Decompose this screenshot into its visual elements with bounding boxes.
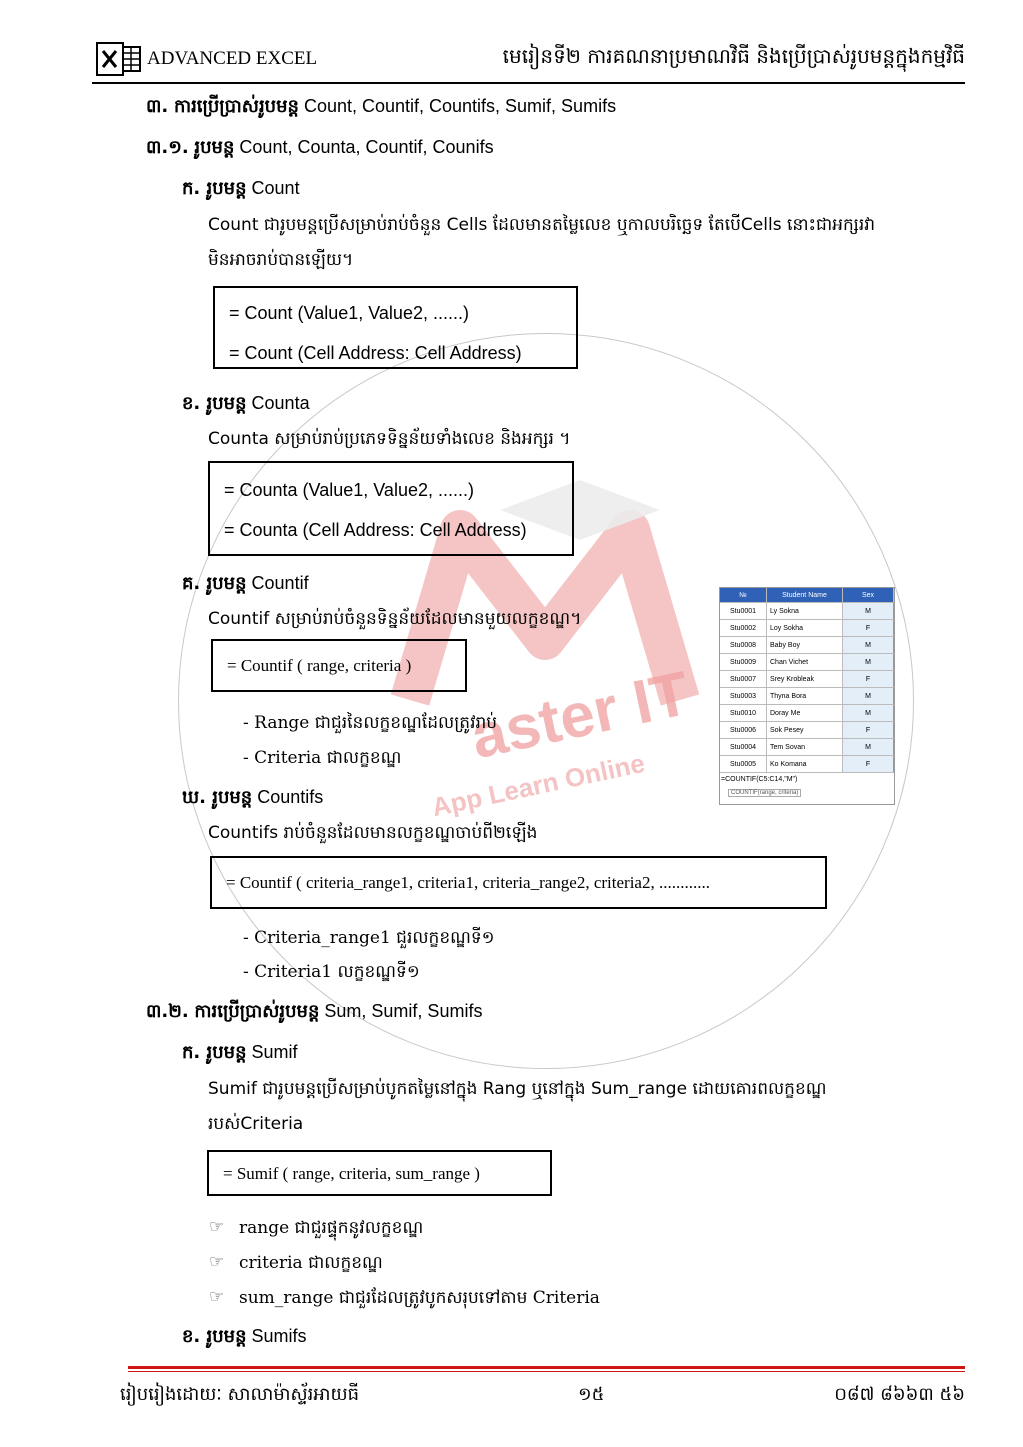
table-cell: Stu0010 bbox=[720, 705, 767, 722]
countif-formula-box bbox=[211, 639, 467, 692]
countif-heading bbox=[182, 571, 309, 598]
table-row bbox=[720, 620, 894, 637]
countifs-bullet-criteria: - Criteria1 លក្ខខណ្ឌទី១ bbox=[243, 962, 420, 982]
footer-phone: ០៨៧ ៨៦៦៣ ៥៦ bbox=[834, 1384, 965, 1405]
table-cell: Baby Boy bbox=[767, 637, 843, 654]
count-label: ក. រូបមន្ត bbox=[182, 178, 247, 199]
footer-author: រៀបរៀងដោយៈ សាលាម៉ាស្ទ័រអាយធី bbox=[120, 1384, 360, 1405]
table-cell: Stu0006 bbox=[720, 722, 767, 739]
table-row bbox=[720, 722, 894, 739]
sumif-bullet-criteria: criteria ជាលក្ខខណ្ឌ bbox=[239, 1253, 383, 1273]
hand-pointer-icon: ☞ bbox=[209, 1287, 225, 1307]
countifs-formula-box bbox=[210, 856, 827, 909]
table-cell: Sok Pesey bbox=[767, 722, 843, 739]
hand-pointer-icon: ☞ bbox=[209, 1217, 225, 1237]
countifs-bullet-range: - Criteria_range1 ជួរលក្ខខណ្ឌទី១ bbox=[243, 928, 495, 948]
table-cell: Stu0004 bbox=[720, 739, 767, 756]
table-row bbox=[720, 739, 894, 756]
countif-name: Countif bbox=[246, 573, 309, 593]
section-3-2-title-en: Sum, Sumif, Sumifs bbox=[319, 1001, 483, 1021]
counta-formula-1: = Counta (Value1, Value2, ......) bbox=[224, 480, 474, 500]
sumif-name: Sumif bbox=[246, 1042, 298, 1062]
table-cell: F bbox=[843, 722, 894, 739]
counta-heading bbox=[182, 391, 310, 418]
footer-divider-thin bbox=[128, 1371, 965, 1372]
table-cell: F bbox=[843, 620, 894, 637]
table-header: Student Name bbox=[767, 588, 843, 603]
countif-bullet-criteria: - Criteria ជាលក្ខខណ្ឌ bbox=[243, 748, 402, 768]
table-cell: F bbox=[843, 671, 894, 688]
counta-label: ខ. រូបមន្ត bbox=[182, 393, 247, 414]
sumif-desc-line2: របស់Criteria bbox=[208, 1114, 304, 1134]
section-3-number: ៣. bbox=[146, 96, 169, 117]
sumif-label: ក. រូបមន្ត bbox=[182, 1042, 247, 1063]
table-cell: Loy Sokha bbox=[767, 620, 843, 637]
table-header: Sex bbox=[843, 588, 894, 603]
table-row bbox=[720, 671, 894, 688]
table-header-row bbox=[720, 588, 894, 603]
table-cell: Doray Me bbox=[767, 705, 843, 722]
sumifs-label: ខ. រូបមន្ត bbox=[182, 1326, 247, 1347]
table-cell: Stu0009 bbox=[720, 654, 767, 671]
count-desc-line1: Count ជារូបមន្តប្រើសម្រាប់រាប់ចំនួន Cells ដែលមានតម្លៃលេខ ឬកាលបរិច្ឆេទ តែបើCells នោះជាអក្សរវា bbox=[208, 215, 876, 235]
sumifs-name: Sumifs bbox=[246, 1326, 307, 1346]
section-3-title-en: Count, Countif, Countifs, Sumif, Sumifs bbox=[298, 96, 617, 116]
sumif-bullet-range: range ជាជួរផ្ទុកនូវលក្ខខណ្ឌ bbox=[239, 1218, 424, 1238]
countifs-formula: = Countif ( criteria_range1, criteria1, criteria_range2, criteria2, ............ bbox=[226, 873, 710, 892]
table-cell: Stu0001 bbox=[720, 603, 767, 620]
table-row bbox=[720, 654, 894, 671]
table-cell: Ko Komana bbox=[767, 756, 843, 773]
section-3-1-heading bbox=[146, 135, 494, 162]
table-row bbox=[720, 705, 894, 722]
table-cell: Srey Krobleak bbox=[767, 671, 843, 688]
section-3-2-title-kh: ការប្រើប្រាស់រូបមន្ត bbox=[194, 1001, 320, 1022]
countifs-label: ឃ. រូបមន្ត bbox=[182, 787, 253, 808]
table-header: № bbox=[720, 588, 767, 603]
section-3-title-kh: ការប្រើប្រាស់រូបមន្ត bbox=[173, 96, 299, 117]
footer-divider-thick bbox=[128, 1366, 965, 1369]
countifs-heading bbox=[182, 785, 323, 812]
countif-bullet-range: - Range ជាជួរនៃលក្ខខណ្ឌដែលត្រូវរាប់ bbox=[243, 713, 498, 733]
sumif-heading bbox=[182, 1040, 298, 1067]
section-3-2-number: ៣.២. bbox=[146, 1001, 189, 1022]
counta-name: Counta bbox=[246, 393, 310, 413]
countifs-desc: Countifs រាប់ចំនួនដែលមានលក្ខខណ្ឌចាប់ពី២ឡើង bbox=[208, 823, 538, 843]
counta-desc: Counta សម្រាប់រាប់ប្រភេទទិន្នន័យទាំងលេខ និងអក្សរ ។ bbox=[208, 429, 571, 449]
countifs-name: Countifs bbox=[252, 787, 324, 807]
sumif-formula: = Sumif ( range, criteria, sum_range ) bbox=[223, 1164, 480, 1183]
table-row bbox=[720, 756, 894, 773]
table-formula: =COUNTIF(C5:C14,"M") bbox=[721, 776, 798, 783]
count-heading bbox=[182, 176, 300, 203]
section-3-2-heading bbox=[146, 999, 482, 1026]
hand-pointer-icon: ☞ bbox=[209, 1252, 225, 1272]
table-cell: M bbox=[843, 705, 894, 722]
table-cell: Stu0007 bbox=[720, 671, 767, 688]
count-desc-line2: មិនអាចរាប់បានឡើយ។ bbox=[208, 250, 354, 270]
table-cell: Chan Vichet bbox=[767, 654, 843, 671]
countif-formula: = Countif ( range, criteria ) bbox=[227, 656, 412, 675]
header-left-title: ADVANCED EXCEL bbox=[147, 48, 318, 69]
header-divider bbox=[92, 82, 965, 84]
section-3-1-number: ៣.១. bbox=[146, 137, 189, 158]
watermark-subtitle: App Learn Online bbox=[429, 747, 648, 823]
table-cell: M bbox=[843, 637, 894, 654]
header-right-title: មេរៀនទី២ ការគណនាប្រមាណវិធី និងប្រើប្រាស់រូបមន្តក្នុងកម្មវិធី bbox=[502, 44, 965, 68]
counta-formula-2: = Counta (Cell Address: Cell Address) bbox=[224, 520, 527, 540]
countif-example-table bbox=[719, 587, 895, 805]
sumif-desc-line1: Sumif ជារូបមន្តប្រើសម្រាប់បូកតម្លៃនៅក្នុង Rang ឬនៅក្នុង Sum_range ដោយគោរពលក្ខខណ្ឌ bbox=[208, 1079, 827, 1099]
watermark-title: aster IT bbox=[465, 658, 696, 773]
sumifs-heading bbox=[182, 1324, 307, 1351]
table-row bbox=[720, 688, 894, 705]
table-cell: Stu0008 bbox=[720, 637, 767, 654]
section-3-heading bbox=[146, 94, 616, 121]
countif-desc: Countif សម្រាប់រាប់ចំនួនទិន្នន័យដែលមានមួយលក្ខខណ្ឌ។ bbox=[208, 609, 582, 629]
countif-label: គ. រូបមន្ត bbox=[182, 573, 247, 594]
counta-formula-box bbox=[208, 461, 574, 556]
table-cell: Stu0005 bbox=[720, 756, 767, 773]
table-cell: F bbox=[843, 756, 894, 773]
footer-page-number: ១៥ bbox=[578, 1384, 605, 1405]
section-3-1-title-kh: រូបមន្ត bbox=[194, 137, 235, 158]
sumif-formula-box bbox=[207, 1150, 552, 1196]
table-formula-hint: COUNTIF(range, criteria) bbox=[728, 789, 801, 797]
table-cell: M bbox=[843, 603, 894, 620]
count-formula-2: = Count (Cell Address: Cell Address) bbox=[229, 343, 522, 363]
count-formula-box bbox=[213, 286, 578, 369]
table-row bbox=[720, 603, 894, 620]
sumif-bullet-sum-range: sum_range ជាជួរដែលត្រូវបូកសរុបទៅតាម Criteria bbox=[239, 1288, 600, 1308]
table-cell: M bbox=[843, 739, 894, 756]
table-cell: Tem Sovan bbox=[767, 739, 843, 756]
excel-logo-icon bbox=[96, 40, 142, 78]
table-cell: Stu0003 bbox=[720, 688, 767, 705]
table-cell: Stu0002 bbox=[720, 620, 767, 637]
table-row bbox=[720, 637, 894, 654]
count-name: Count bbox=[246, 178, 300, 198]
table-cell: M bbox=[843, 688, 894, 705]
table-cell: M bbox=[843, 654, 894, 671]
table-cell: Ly Sokna bbox=[767, 603, 843, 620]
count-formula-1: = Count (Value1, Value2, ......) bbox=[229, 303, 469, 323]
section-3-1-title-en: Count, Counta, Countif, Counifs bbox=[234, 137, 494, 157]
table-cell: Thyna Bora bbox=[767, 688, 843, 705]
